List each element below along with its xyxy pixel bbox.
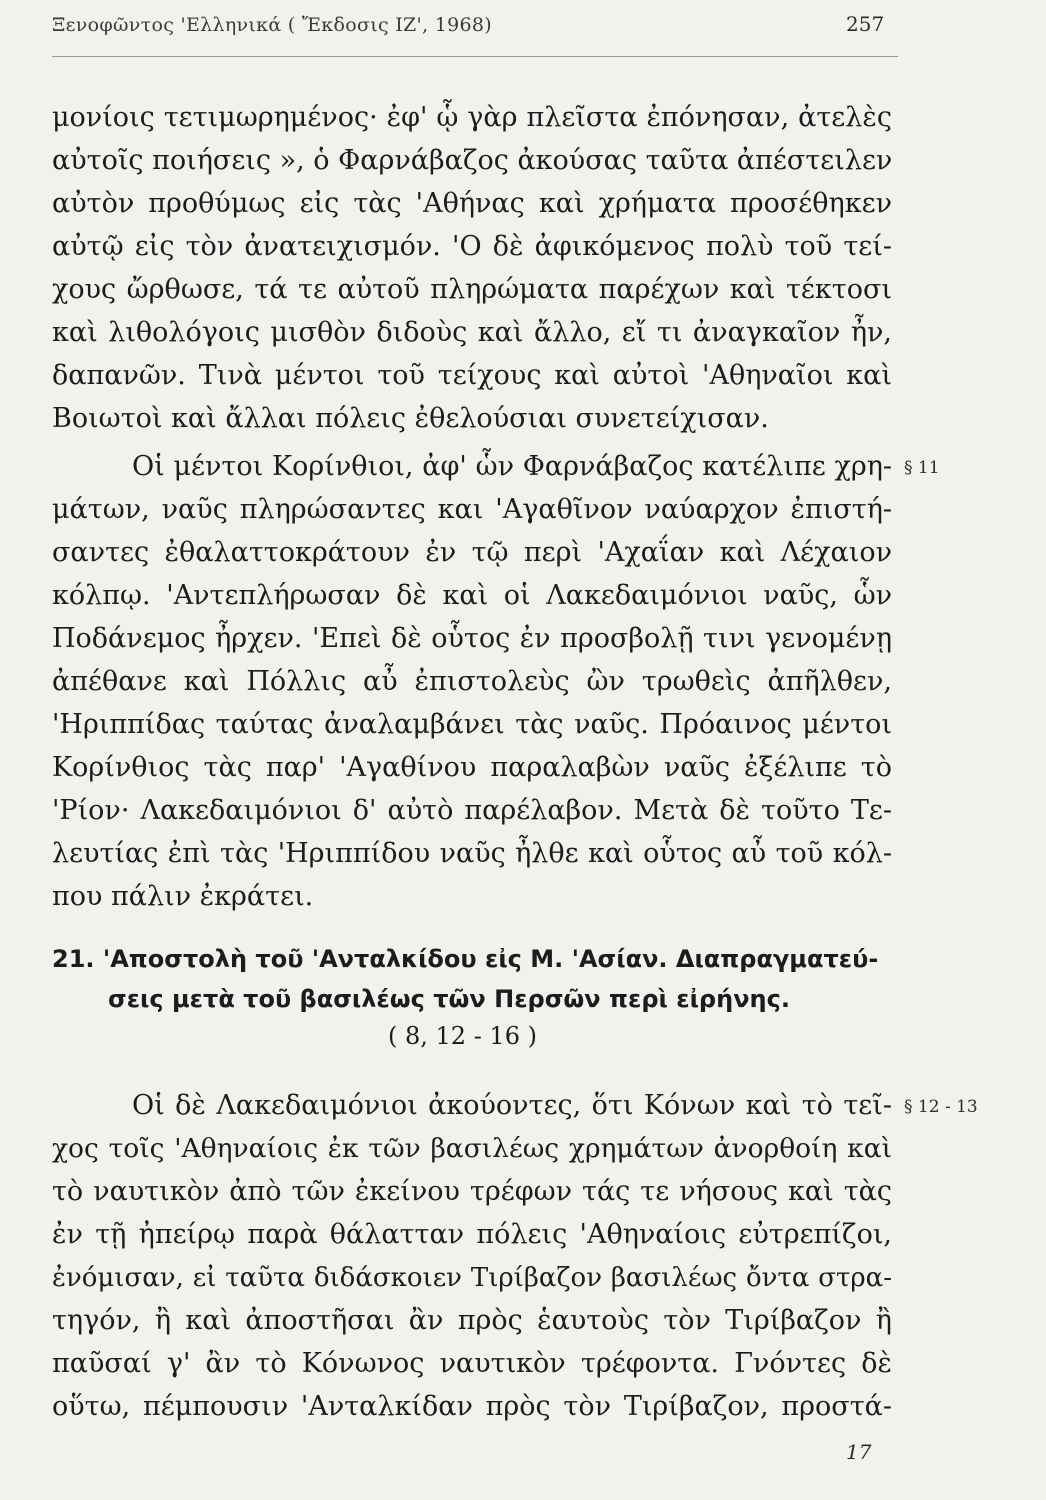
text-line: αὐτὸν προθύμως εἰς τὰς 'Αθήνας καὶ χρήματα προσέθηκεν [52,188,892,219]
text-line: ἐνόμισαν, εἰ ταῦτα διδάσκοιεν Τιρίβαζον βασιλέως ὄντα στρα- [52,1263,892,1293]
signature-mark: 17 [846,1440,872,1464]
text-line: Κορίνθιος τὰς παρ' 'Αγαθίνου παραλαβὼν ναῦς ἐξέλιπε τὸ [52,752,892,783]
text-line: λευτίας ἐπὶ τὰς 'Ηριππίδου ναῦς ἦλθε καὶ οὗτος αὖ τοῦ κόλ- [52,838,892,869]
text-line: τηγόν, ἢ καὶ ἀποστῆσαι ἂν πρὸς ἑαυτοὺς τὸν Τιρίβαζον ἢ [52,1305,892,1336]
text-line: μάτων, ναῦς πληρώσαντες και 'Αγαθῖνον ναύαρχον ἐπιστή- [52,494,892,525]
text-line: καὶ λιθολόγοις μισθὸν διδοὺς καὶ ἄλλο, εἴ τι ἀναγκαῖον ἦν, [52,317,892,348]
text-line: Οἱ μέντοι Κορίνθιοι, ἀφ' ὧν Φαρνάβαζος κατέλιπε χρη- [132,451,892,482]
text-line: χος τοῖς 'Αθηναίοις ἐκ τῶν βασιλέως χρημάτων ἀνορθοίη καὶ [52,1133,892,1164]
text-line: κόλπῳ. 'Αντεπλήρωσαν δὲ καὶ οἱ Λακεδαιμόνιοι ναῦς, ὧν [52,580,892,611]
text-line: μονίοις τετιμωρημένος· ἐφ' ᾧ γὰρ πλεῖστα ἐπόνησαν, ἀτελὲς [52,102,892,133]
text-line: Ποδάνεμος ἦρχεν. 'Επεὶ δὲ οὗτος ἐν προσβολῇ τινι γενομένῃ [52,623,892,654]
section-source-ref: ( 8, 12 - 16 ) [388,1022,537,1050]
text-line: 'Ηριππίδας ταύτας ἀναλαμβάνει τὰς ναῦς. Πρόαινος μέντοι [52,709,892,740]
text-line: Οἱ δὲ Λακεδαιμόνιοι ἀκούοντες, ὅτι Κόνων καὶ τὸ τεῖ- [132,1090,892,1121]
margin-section-ref: § 12 - 13 [904,1097,978,1117]
text-line: δαπανῶν. Τινὰ μέντοι τοῦ τείχους καὶ αὐτοὶ 'Αθηναῖοι καὶ [52,360,892,391]
text-line: αὐτῷ εἰς τὸν ἀνατειχισμόν. 'Ο δὲ ἀφικόμενος πολὺ τοῦ τεί- [52,231,892,262]
text-line: που πάλιν ἐκράτει. [52,881,314,912]
text-line: τὸ ναυτικὸν ἀπὸ τῶν ἐκείνου τρέφων τάς τε νήσους καὶ τὰς [52,1176,892,1207]
section-heading-cont: σεις μετὰ τοῦ βασιλέως τῶν Περσῶν περὶ εἰρήνης. [108,985,790,1013]
text-line: παῦσαί γ' ἂν τὸ Κόνωνος ναυτικὸν τρέφοντα. Γνόντες δὲ [52,1348,892,1379]
text-line: 'Ρίον· Λακεδαιμόνιοι δ' αὐτὸ παρέλαβον. Μετὰ δὲ τοῦτο Τε- [52,795,892,826]
margin-section-ref: § 11 [904,458,940,478]
section-heading: 21. 'Αποστολὴ τοῦ 'Ανταλκίδου εἰς Μ. 'Ασίαν. Διαπραγματεύ- [52,945,879,973]
text-line: ἀπέθανε καὶ Πόλλις αὖ ἐπιστολεὺς ὢν τρωθεὶς ἀπῆλθεν, [52,666,892,697]
text-line: οὕτω, πέμπουσιν 'Ανταλκίδαν πρὸς τὸν Τιρίβαζον, προστά- [52,1391,892,1422]
text-line: Βοιωτοὶ καὶ ἄλλαι πόλεις ἐθελούσιαι συνετείχισαν. [52,403,769,434]
text-line: χους ὤρθωσε, τά τε αὐτοῦ πληρώματα παρέχων καὶ τέκτοσι [52,274,892,305]
running-title: Ξενοφῶντος 'Ελληνικά ( Ἔκδοσις ΙΖ', 1968) [52,14,493,36]
text-line: ἐν τῇ ἠπείρῳ παρὰ θάλατταν πόλεις 'Αθηναίοις εὐτρεπίζοι, [52,1219,892,1250]
page-number: 257 [846,12,885,36]
text-line: αὐτοῖς ποιήσεις », ὁ Φαρνάβαζος ἀκούσας ταῦτα ἀπέστειλεν [52,145,893,176]
header-rule [52,56,898,57]
text-line: σαντες ἐθαλαττοκράτουν ἐν τῷ περὶ 'Αχαΐαν καὶ Λέχαιον [52,537,892,568]
